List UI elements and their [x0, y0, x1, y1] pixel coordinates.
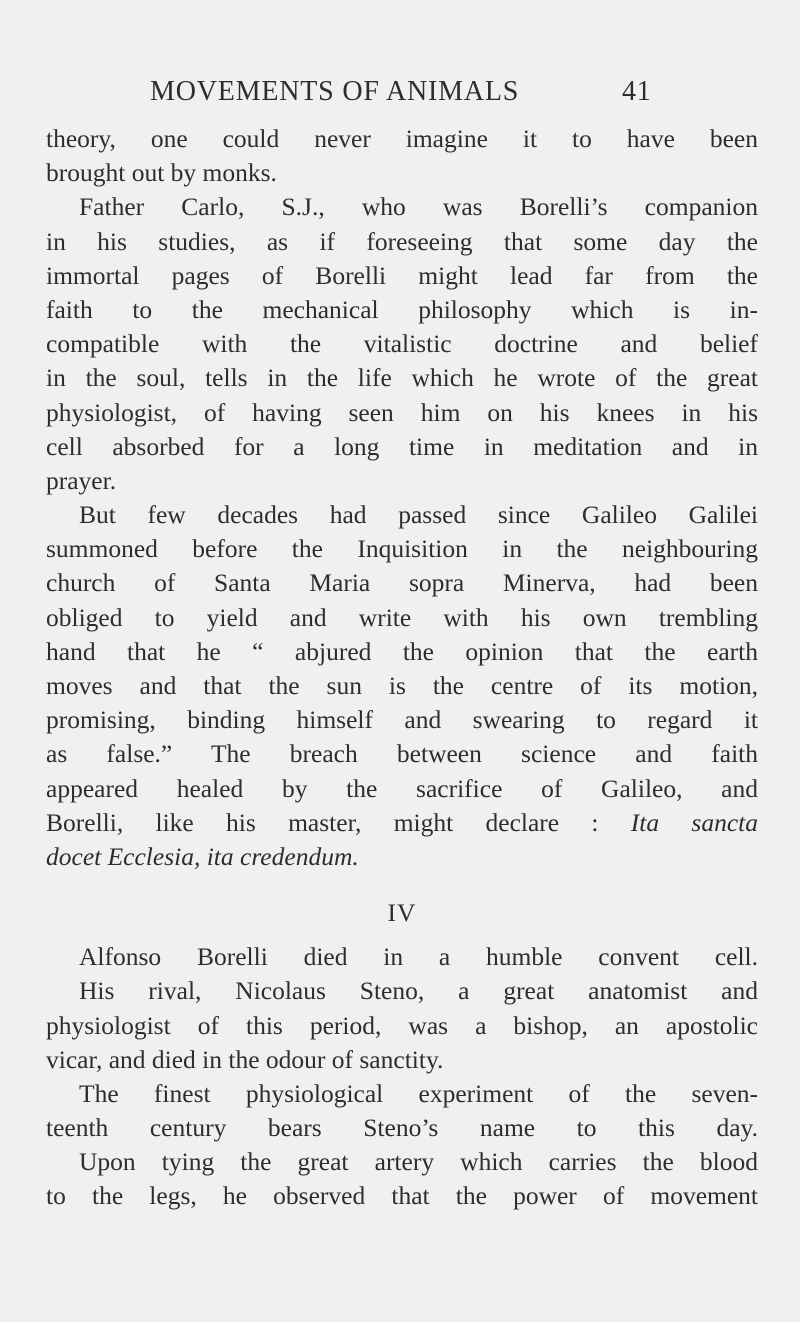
text-line: promising, binding himself and swearing to regard it: [46, 705, 758, 735]
section-heading: IV: [387, 898, 417, 928]
text-line: But few decades had passed since Galileo Galilei: [79, 500, 758, 530]
text-line: physiologist, of having seen him on his knees in his: [46, 397, 758, 427]
running-head-title: MOVEMENTS OF ANIMALS: [150, 76, 520, 107]
running-head: [0, 76, 800, 116]
text-segment: Borelli, like his master, might declare :: [46, 807, 599, 837]
text-line: His rival, Nicolaus Steno, a great anatomist and: [79, 976, 758, 1006]
text-line: hand that he “ abjured the opinion that the earth: [46, 636, 758, 666]
text-line: appeared healed by the sacrifice of Galileo, and: [46, 773, 758, 803]
text-line: obliged to yield and write with his own trembling: [46, 602, 758, 632]
text-line: church of Santa Maria sopra Minerva, had been: [46, 568, 758, 598]
text-line: Upon tying the great artery which carries the blood: [79, 1147, 758, 1177]
page-number: 41: [622, 76, 652, 107]
text-line: in his studies, as if foreseeing that some day the: [46, 226, 758, 256]
text-line: physiologist of this period, was a bishop, an apostolic: [46, 1010, 758, 1040]
text-line: as false.” The breach between science and faith: [46, 739, 758, 769]
text-line: cell absorbed for a long time in meditation and in: [46, 431, 758, 461]
latin-phrase: Ita sancta: [630, 807, 758, 837]
text-line: immortal pages of Borelli might lead far from the: [46, 260, 758, 290]
text-line: compatible with the vitalistic doctrine and belief: [46, 329, 758, 359]
text-line: theory, one could never imagine it to have been: [46, 124, 758, 153]
text-line: in the soul, tells in the life which he wrote of the great: [46, 363, 758, 393]
text-line: summoned before the Inquisition in the neighbouring: [46, 534, 758, 564]
text-line: prayer.: [46, 465, 117, 495]
text-line: Alfonso Borelli died in a humble convent cell.: [79, 942, 758, 972]
text-line: [46, 806, 758, 840]
latin-phrase-line: docet Ecclesia, ita credendum.: [46, 841, 359, 871]
text-line: vicar, and died in the odour of sanctity.: [46, 1044, 444, 1074]
text-line: moves and that the sun is the centre of its motion,: [46, 671, 758, 700]
text-line: Father Carlo, S.J., who was Borelli’s companion: [79, 192, 758, 222]
text-line: to the legs, he observed that the power of movement: [46, 1181, 758, 1211]
text-line: brought out by monks.: [46, 158, 277, 188]
text-line: The finest physiological experiment of the seven-: [79, 1078, 758, 1108]
body-text: [46, 122, 758, 1214]
text-line: teenth century bears Steno’s name to this day.: [46, 1113, 758, 1143]
text-line: faith to the mechanical philosophy which is in-: [46, 294, 758, 324]
